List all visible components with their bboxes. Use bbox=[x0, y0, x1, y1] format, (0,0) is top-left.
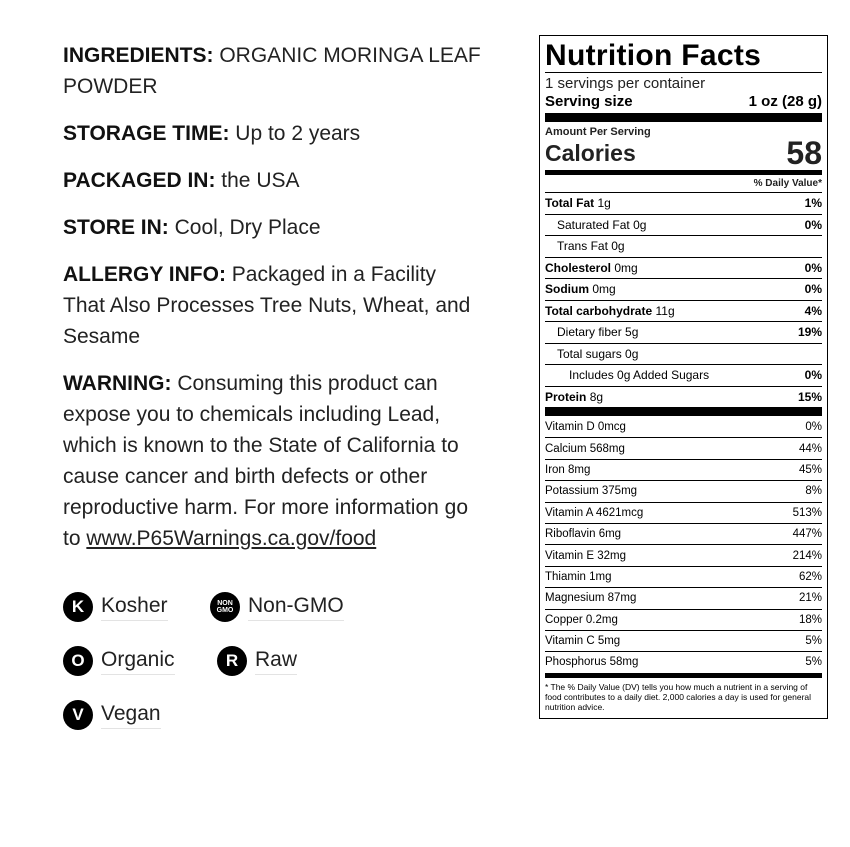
nutrient-label: Dietary fiber bbox=[557, 325, 622, 340]
servings-per-container: 1 servings per container bbox=[545, 75, 706, 92]
nutrient-name bbox=[557, 239, 625, 253]
vitamin-dv: 8% bbox=[805, 485, 822, 498]
vitamin-name: Potassium 375mg bbox=[545, 485, 638, 498]
raw-badge bbox=[217, 646, 297, 676]
warning-label: WARNING: bbox=[63, 372, 172, 395]
nutrient-label: Saturated Fat bbox=[557, 217, 630, 232]
vegan-label: Vegan bbox=[101, 702, 161, 729]
p65-warnings-link[interactable]: www.P65Warnings.ca.gov/food bbox=[86, 527, 377, 550]
vitamin-row bbox=[545, 587, 822, 608]
ingredients-value: ORGANIC MORINGA LEAF POWDER bbox=[63, 44, 481, 98]
store-in-label: STORE IN: bbox=[63, 216, 169, 239]
nutrient-amount: 0g bbox=[625, 346, 639, 361]
serving-size-label: Serving size bbox=[545, 93, 633, 110]
nutrient-name bbox=[557, 347, 638, 361]
serving-size-value: 1 oz (28 g) bbox=[748, 93, 822, 110]
organic-label: Organic bbox=[101, 648, 175, 675]
divider bbox=[545, 72, 822, 73]
nutrient-label: Sodium bbox=[545, 282, 589, 297]
vitamin-name: Vitamin D 0mcg bbox=[545, 420, 626, 433]
nutrient-amount: 1g bbox=[597, 196, 611, 211]
allergy-value: Packaged in a Facility That Also Processes Tree Nuts, Wheat, and Sesame bbox=[63, 263, 471, 348]
vitamin-dv: 62% bbox=[798, 570, 822, 583]
organic-icon: O bbox=[63, 646, 93, 676]
nutrient-name bbox=[545, 304, 675, 318]
store-in-value: Cool, Dry Place bbox=[168, 216, 321, 239]
packaged-in-value: the USA bbox=[215, 169, 300, 192]
vitamin-dv: 5% bbox=[805, 635, 822, 648]
kosher-icon: K bbox=[63, 592, 93, 622]
storage-time-label: STORAGE TIME: bbox=[63, 122, 230, 145]
vitamin-row bbox=[545, 651, 822, 672]
vitamin-dv: 18% bbox=[798, 613, 822, 626]
non-gmo-icon-top: NON bbox=[217, 600, 233, 607]
vitamin-dv: 214% bbox=[792, 549, 822, 562]
amount-per-serving: Amount Per Serving bbox=[545, 126, 651, 138]
non-gmo-icon-bottom: GMO bbox=[216, 607, 234, 614]
packaged-in-info bbox=[63, 165, 483, 196]
nutrient-row bbox=[545, 257, 822, 279]
nutrient-dv: 15% bbox=[797, 389, 822, 404]
non-gmo-label: Non-GMO bbox=[248, 594, 344, 621]
vitamin-row bbox=[545, 630, 822, 651]
vitamin-row bbox=[545, 544, 822, 565]
vitamin-row bbox=[545, 566, 822, 587]
nutrient-row bbox=[545, 321, 822, 343]
nutrient-label: Includes 0g Added Sugars bbox=[569, 368, 710, 383]
nutrient-amount: 0g bbox=[611, 239, 625, 254]
nutrient-dv: 19% bbox=[797, 325, 822, 340]
vitamin-dv: 5% bbox=[805, 656, 822, 669]
nutrient-dv: 0% bbox=[804, 260, 822, 275]
nutrient-amount: 0g bbox=[633, 217, 647, 232]
vitamin-row bbox=[545, 502, 822, 523]
nutrient-dv: 0% bbox=[804, 282, 822, 297]
nutrient-dv: 4% bbox=[804, 303, 822, 318]
vitamins-section bbox=[545, 416, 822, 673]
non-gmo-badge bbox=[210, 592, 344, 622]
product-info bbox=[63, 40, 483, 570]
ingredients-info bbox=[63, 40, 483, 102]
calories-row bbox=[545, 135, 822, 171]
vitamin-name: Calcium 568mg bbox=[545, 442, 625, 455]
nutrient-amount: 11g bbox=[655, 303, 675, 318]
nutrient-row bbox=[545, 364, 822, 386]
vitamin-dv: 45% bbox=[798, 463, 822, 476]
daily-value-footnote: * The % Daily Value (DV) tells you how much a nutrient in a serving of food contributes to a daily diet. 2,000 calories a day is used for general nutrition advice. bbox=[545, 681, 812, 712]
divider-medium bbox=[545, 673, 822, 678]
nutrient-amount: 0mg bbox=[592, 282, 616, 297]
nutrient-row bbox=[545, 386, 822, 408]
vitamin-dv: 44% bbox=[798, 442, 822, 455]
divider-thick bbox=[545, 113, 822, 122]
nutrient-row bbox=[545, 235, 822, 257]
calories-value: 58 bbox=[786, 135, 822, 171]
nutrient-amount: 8g bbox=[589, 389, 604, 404]
vitamin-name: Phosphorus 58mg bbox=[545, 656, 639, 669]
nutrient-row bbox=[545, 343, 822, 365]
vitamin-dv: 21% bbox=[798, 592, 822, 605]
nutrient-row bbox=[545, 214, 822, 236]
non-gmo-icon bbox=[210, 592, 240, 622]
raw-icon: R bbox=[217, 646, 247, 676]
nutrient-label: Total sugars bbox=[557, 346, 622, 361]
vitamin-dv: 0% bbox=[805, 420, 822, 433]
nutrient-amount: 0mg bbox=[614, 260, 638, 275]
vitamin-name: Vitamin E 32mg bbox=[545, 549, 626, 562]
vegan-badge bbox=[63, 700, 161, 730]
vitamin-row bbox=[545, 480, 822, 501]
nutrition-facts-panel bbox=[539, 35, 828, 719]
vitamin-name: Thiamin 1mg bbox=[545, 570, 612, 583]
divider-thick bbox=[545, 407, 822, 416]
daily-value-header: % Daily Value* bbox=[753, 178, 822, 189]
nutrient-label: Trans Fat bbox=[557, 239, 608, 254]
nutrient-row bbox=[545, 192, 822, 214]
nutrient-name bbox=[545, 390, 603, 404]
vitamin-name: Magnesium 87mg bbox=[545, 592, 637, 605]
storage-time-value: Up to 2 years bbox=[229, 122, 361, 145]
store-in-info bbox=[63, 212, 483, 243]
vitamin-name: Vitamin C 5mg bbox=[545, 635, 621, 648]
nutrition-facts-title: Nutrition Facts bbox=[545, 39, 762, 72]
vitamin-row bbox=[545, 459, 822, 480]
calories-label: Calories bbox=[545, 140, 636, 166]
kosher-label: Kosher bbox=[101, 594, 168, 621]
packaged-in-label: PACKAGED IN: bbox=[63, 169, 216, 192]
nutrient-name bbox=[545, 282, 616, 296]
nutrient-label: Total carbohydrate bbox=[545, 303, 653, 318]
nutrient-name bbox=[569, 368, 709, 382]
vitamin-name: Vitamin A 4621mcg bbox=[545, 506, 644, 519]
nutrient-dv: 0% bbox=[804, 217, 822, 232]
vitamin-dv: 447% bbox=[792, 528, 822, 541]
allergy-info bbox=[63, 259, 483, 352]
nutrient-dv: 0% bbox=[804, 368, 822, 383]
nutrient-row bbox=[545, 300, 822, 322]
vitamin-name: Iron 8mg bbox=[545, 463, 591, 476]
nutrient-row bbox=[545, 278, 822, 300]
nutrient-name bbox=[557, 218, 646, 232]
nutrient-label: Protein bbox=[545, 389, 587, 404]
raw-label: Raw bbox=[255, 648, 297, 675]
nutrient-label: Total Fat bbox=[545, 196, 595, 211]
vitamin-name: Copper 0.2mg bbox=[545, 613, 618, 626]
nutrient-label: Cholesterol bbox=[545, 260, 612, 275]
nutrient-name bbox=[545, 196, 611, 210]
nutrient-name bbox=[557, 325, 638, 339]
ingredients-label: INGREDIENTS: bbox=[63, 44, 214, 67]
warning-value: Consuming this product can expose you to chemicals including Lead, which is known to the State of California to cause cancer and birth defects or other reproductive harm. For more information go to bbox=[63, 372, 468, 550]
storage-time-info bbox=[63, 118, 483, 149]
vitamin-row bbox=[545, 437, 822, 458]
vitamin-dv: 513% bbox=[792, 506, 822, 519]
vegan-icon: V bbox=[63, 700, 93, 730]
kosher-badge bbox=[63, 592, 168, 622]
vitamin-row bbox=[545, 523, 822, 544]
vitamin-name: Riboflavin 6mg bbox=[545, 528, 622, 541]
nutrient-name bbox=[545, 261, 638, 275]
vitamin-row bbox=[545, 416, 822, 437]
vitamin-row bbox=[545, 609, 822, 630]
nutrient-dv: 1% bbox=[804, 196, 822, 211]
allergy-label: ALLERGY INFO: bbox=[63, 263, 226, 286]
serving-size-row bbox=[545, 92, 822, 113]
nutrient-amount: 5g bbox=[625, 325, 639, 340]
organic-badge bbox=[63, 646, 175, 676]
warning-info bbox=[63, 368, 483, 554]
